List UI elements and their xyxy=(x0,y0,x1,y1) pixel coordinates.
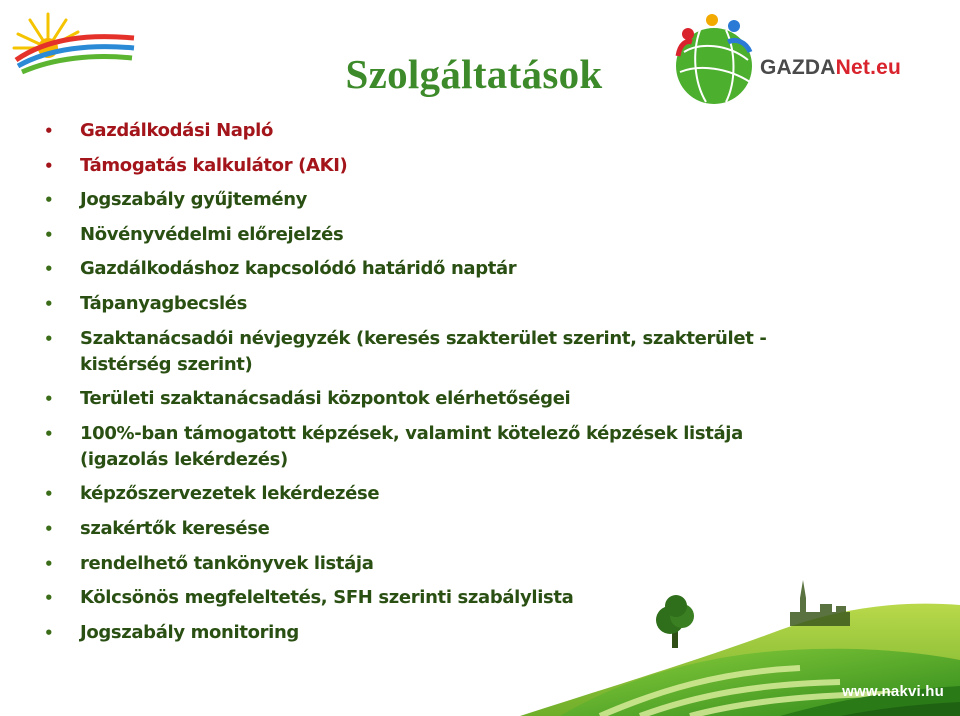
bullet-icon: • xyxy=(44,424,54,443)
bullet-icon: • xyxy=(44,156,54,175)
list-item xyxy=(44,187,810,213)
nakvi-url: www.nakvi.hu xyxy=(842,683,944,700)
bullet-icon: • xyxy=(44,329,54,348)
list-item xyxy=(44,153,810,179)
list-item-text: Jogszabály monitoring xyxy=(80,621,299,643)
list-item xyxy=(44,256,810,282)
list-item-text: Gazdálkodáshoz kapcsolódó határidő naptár xyxy=(80,258,517,280)
list-item xyxy=(44,386,810,412)
list-item xyxy=(44,551,810,577)
list-item xyxy=(44,585,810,611)
bullet-icon: • xyxy=(44,390,54,409)
list-item-text: 100%-ban támogatott képzések, valamint kötelező képzések listája (igazolás lekérdezés) xyxy=(80,422,743,470)
list-item xyxy=(44,291,810,317)
bullet-icon: • xyxy=(44,623,54,642)
list-item-text: Területi szaktanácsadási központok elérhetőségei xyxy=(80,388,571,410)
list-item-text: Jogszabály gyűjtemény xyxy=(80,189,308,211)
bullet-icon: • xyxy=(44,122,54,140)
list-item-text: Kölcsönös megfeleltetés, SFH szerinti szabálylista xyxy=(80,587,574,609)
list-item-text: Támogatás kalkulátor (AKI) xyxy=(80,154,348,176)
bullet-icon: • xyxy=(44,294,54,313)
bullet-icon: • xyxy=(44,589,54,608)
list-item-text: Gazdálkodási Napló xyxy=(80,120,273,141)
list-item xyxy=(44,222,810,248)
gazdanet-wordmark: GAZDANet.eu xyxy=(760,56,902,79)
page-title: Szolgáltatások xyxy=(345,51,603,97)
list-item xyxy=(44,516,810,542)
list-item-text: Szaktanácsadói névjegyzék (keresés szakterület szerint, szakterület - kistérség szerint) xyxy=(80,327,767,375)
list-item-text: Tápanyagbecslés xyxy=(80,292,248,314)
list-item-text: szakértők keresése xyxy=(80,517,270,539)
list-item xyxy=(44,118,810,144)
bullet-icon: • xyxy=(44,260,54,279)
list-item-text: rendelhető tankönyvek listája xyxy=(80,552,374,574)
bullet-icon: • xyxy=(44,225,54,244)
services-list xyxy=(44,118,810,654)
list-item xyxy=(44,481,810,507)
list-item xyxy=(44,620,810,646)
bullet-icon: • xyxy=(44,485,54,504)
bullet-icon: • xyxy=(44,554,54,573)
list-item xyxy=(44,421,810,473)
list-item-text: képzőszervezetek lekérdezése xyxy=(80,483,380,505)
bullet-icon: • xyxy=(44,519,54,538)
list-item-text: Növényvédelmi előrejelzés xyxy=(80,223,344,245)
list-item xyxy=(44,326,810,378)
bullet-icon: • xyxy=(44,191,54,210)
